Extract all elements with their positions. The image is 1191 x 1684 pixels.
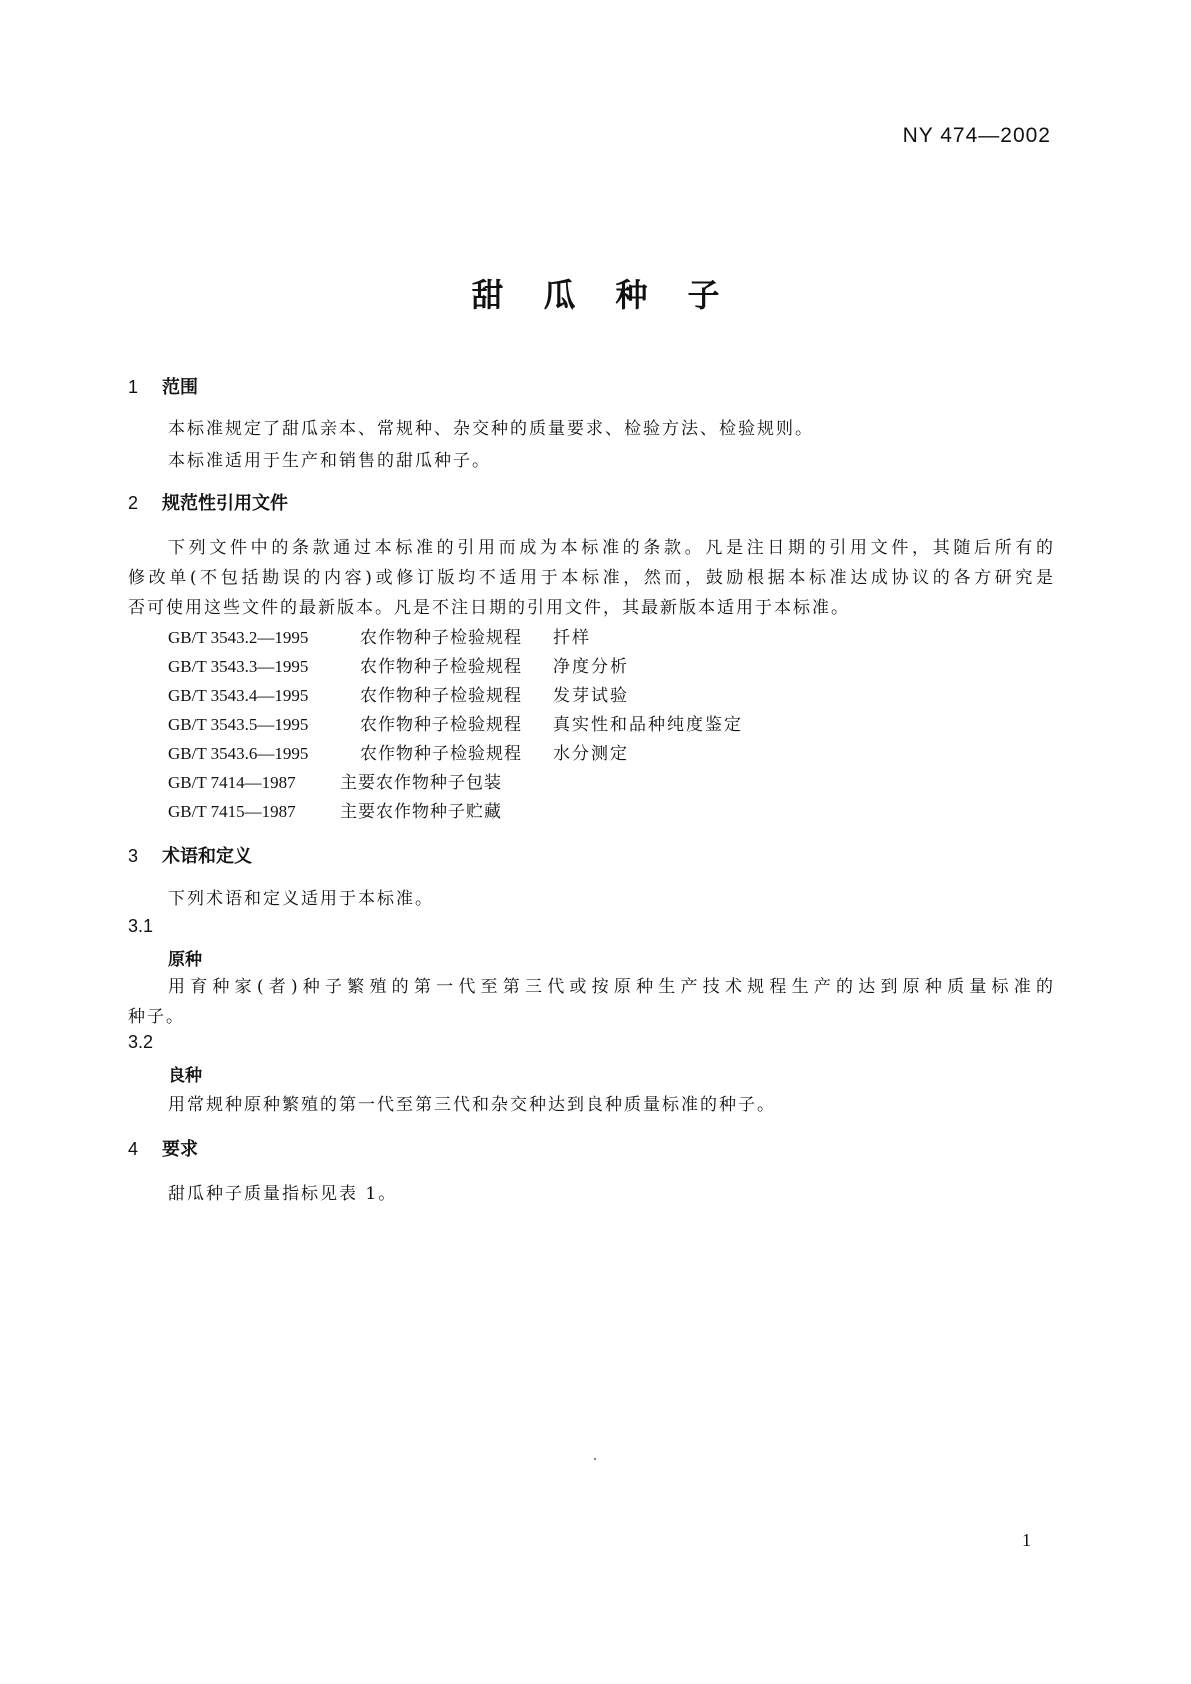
- reference-code: GB/T 3543.5—1995: [168, 715, 309, 734]
- reference-title: 主要农作物种子贮藏: [340, 802, 502, 822]
- reference-title: 农作物种子检验规程: [360, 686, 522, 706]
- paragraph: 本标准适用于生产和销售的甜瓜种子。: [168, 451, 491, 471]
- reference-subtitle: 水分测定: [553, 744, 629, 764]
- term-definition-line: 用育种家(者)种子繁殖的第一代至第三代或按原种生产技术规程生产的达到原种质量标准的: [168, 977, 1053, 997]
- term-name: 原种: [168, 950, 202, 970]
- paragraph-line: 否可使用这些文件的最新版本。凡是不注日期的引用文件，其最新版本适用于本标准。: [128, 598, 850, 618]
- paragraph: 下列术语和定义适用于本标准。: [168, 889, 434, 909]
- paragraph: 本标准规定了甜瓜亲本、常规种、杂交种的质量要求、检验方法、检验规则。: [168, 419, 814, 439]
- section-title: 要求: [162, 1139, 198, 1160]
- reference-subtitle: 发芽试验: [553, 686, 629, 706]
- reference-code: GB/T 7415—1987: [168, 802, 296, 821]
- reference-title: 农作物种子检验规程: [360, 744, 522, 764]
- section-number: 2: [128, 493, 139, 513]
- section-3-heading: [128, 842, 252, 868]
- document-title: 甜瓜种子: [471, 276, 760, 314]
- term-number: 3.2: [128, 1032, 154, 1052]
- reference-item: [168, 768, 502, 793]
- section-number: 3: [128, 846, 139, 866]
- paragraph-line: 下列文件中的条款通过本标准的引用而成为本标准的条款。凡是注日期的引用文件，其随后所有的: [168, 538, 1053, 558]
- section-1-heading: [128, 373, 198, 399]
- reference-code: GB/T 3543.6—1995: [168, 744, 309, 763]
- reference-code: GB/T 7414—1987: [168, 773, 296, 792]
- reference-subtitle: 扦样: [553, 628, 591, 648]
- reference-title: 农作物种子检验规程: [360, 628, 522, 648]
- reference-title: 农作物种子检验规程: [360, 715, 522, 735]
- term-name: 良种: [168, 1066, 202, 1086]
- section-number: 1: [128, 377, 139, 397]
- reference-item: [168, 710, 743, 735]
- section-2-heading: [128, 489, 288, 515]
- term-number: 3.1: [128, 916, 154, 936]
- paragraph: 甜瓜种子质量指标见表 1。: [168, 1184, 398, 1204]
- reference-item: [168, 797, 502, 822]
- reference-code: GB/T 3543.2—1995: [168, 628, 309, 647]
- term-definition-line: 用常规种原种繁殖的第一代至第三代和杂交种达到良种质量标准的种子。: [168, 1095, 776, 1115]
- reference-code: GB/T 3543.3—1995: [168, 657, 309, 676]
- page-number: 1: [1022, 1530, 1031, 1550]
- reference-item: [168, 652, 629, 677]
- standard-number: NY 474—2002: [902, 124, 1051, 147]
- section-title: 规范性引用文件: [162, 493, 288, 514]
- term-definition-line: 种子。: [128, 1007, 185, 1027]
- reference-code: GB/T 3543.4—1995: [168, 686, 309, 705]
- section-title: 范围: [162, 377, 198, 398]
- reference-item: [168, 739, 629, 764]
- reference-item: [168, 681, 629, 706]
- paragraph-line: 修改单(不包括勘误的内容)或修订版均不适用于本标准，然而，鼓励根据本标准达成协议的各方研究是: [128, 568, 1053, 588]
- section-number: 4: [128, 1139, 139, 1159]
- reference-subtitle: 净度分析: [553, 657, 629, 677]
- reference-item: [168, 623, 591, 648]
- reference-title: 主要农作物种子包装: [340, 773, 502, 793]
- reference-title: 农作物种子检验规程: [360, 657, 522, 677]
- scan-speck: [594, 1458, 596, 1460]
- section-title: 术语和定义: [162, 846, 252, 867]
- section-4-heading: [128, 1135, 198, 1161]
- reference-subtitle: 真实性和品种纯度鉴定: [553, 715, 743, 735]
